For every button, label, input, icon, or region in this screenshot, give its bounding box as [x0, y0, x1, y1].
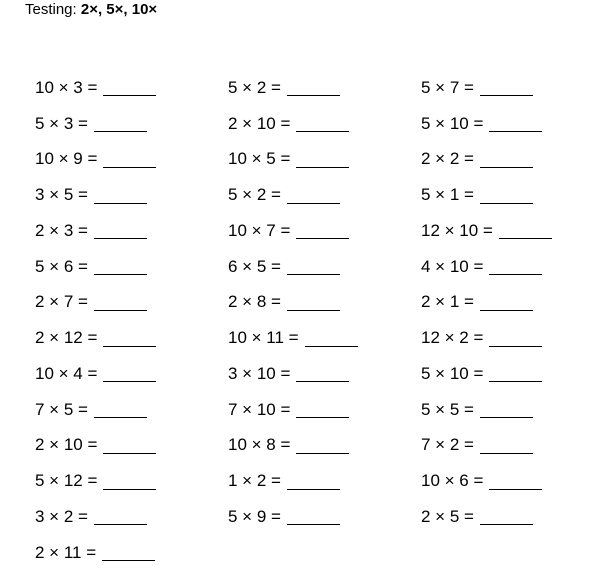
answer-blank[interactable]	[94, 296, 147, 311]
problem-row	[35, 428, 156, 464]
answer-blank[interactable]	[489, 117, 542, 132]
problem-row	[421, 106, 552, 142]
answer-blank[interactable]	[489, 260, 542, 275]
problem-text: 10 × 7 =	[228, 220, 291, 240]
problem-row	[228, 142, 358, 178]
answer-blank[interactable]	[94, 117, 147, 132]
answer-blank[interactable]	[287, 296, 340, 311]
problem-row	[228, 285, 358, 321]
problem-text: 3 × 2 =	[35, 506, 88, 526]
problem-text: 2 × 12 =	[35, 328, 98, 348]
problem-text: 2 × 5 =	[421, 506, 474, 526]
answer-blank[interactable]	[296, 117, 349, 132]
problem-row	[228, 392, 358, 428]
problem-text: 10 × 5 =	[228, 149, 291, 169]
problem-row	[421, 177, 552, 213]
answer-blank[interactable]	[296, 224, 349, 239]
problem-row	[421, 142, 552, 178]
problem-row	[228, 106, 358, 142]
problem-text: 5 × 2 =	[228, 185, 281, 205]
answer-blank[interactable]	[102, 546, 155, 561]
problem-text: 6 × 5 =	[228, 256, 281, 276]
answer-blank[interactable]	[103, 439, 156, 454]
answer-blank[interactable]	[499, 224, 552, 239]
answer-blank[interactable]	[480, 510, 533, 525]
problem-row	[421, 285, 552, 321]
problem-text: 10 × 11 =	[228, 328, 299, 348]
problem-text: 7 × 2 =	[421, 435, 474, 455]
problem-row	[421, 70, 552, 106]
problem-row	[421, 249, 552, 285]
problem-row	[421, 428, 552, 464]
answer-blank[interactable]	[489, 367, 542, 382]
problem-row	[228, 70, 358, 106]
problem-text: 2 × 2 =	[421, 149, 474, 169]
problem-row	[35, 285, 156, 321]
answer-blank[interactable]	[103, 153, 156, 168]
problem-row	[228, 463, 358, 499]
answer-blank[interactable]	[94, 189, 147, 204]
problem-text: 3 × 5 =	[35, 185, 88, 205]
answer-blank[interactable]	[480, 153, 533, 168]
problem-text: 5 × 10 =	[421, 113, 484, 133]
answer-blank[interactable]	[287, 81, 340, 96]
answer-blank[interactable]	[103, 81, 156, 96]
problem-text: 10 × 6 =	[421, 471, 484, 491]
answer-blank[interactable]	[296, 439, 349, 454]
problem-row	[228, 213, 358, 249]
answer-blank[interactable]	[305, 332, 358, 347]
problem-row	[421, 320, 552, 356]
problem-row	[35, 392, 156, 428]
problem-row	[228, 499, 358, 535]
problem-text: 10 × 9 =	[35, 149, 98, 169]
problem-text: 5 × 6 =	[35, 256, 88, 276]
problem-text: 2 × 11 =	[35, 542, 97, 562]
answer-blank[interactable]	[94, 403, 147, 418]
problem-text: 5 × 12 =	[35, 471, 98, 491]
problem-row	[35, 249, 156, 285]
answer-blank[interactable]	[480, 189, 533, 204]
answer-blank[interactable]	[287, 260, 340, 275]
problem-row	[228, 177, 358, 213]
problem-row	[421, 356, 552, 392]
answer-blank[interactable]	[296, 153, 349, 168]
problem-text: 5 × 5 =	[421, 399, 474, 419]
problem-row	[35, 106, 156, 142]
answer-blank[interactable]	[489, 475, 542, 490]
problem-text: 5 × 7 =	[421, 77, 474, 97]
answer-blank[interactable]	[480, 439, 533, 454]
answer-blank[interactable]	[103, 332, 156, 347]
problem-row	[35, 70, 156, 106]
problem-text: 3 × 10 =	[228, 363, 291, 383]
problem-column-3	[421, 70, 552, 535]
problem-text: 7 × 10 =	[228, 399, 291, 419]
problem-row	[35, 142, 156, 178]
problem-row	[228, 320, 358, 356]
problem-text: 5 × 1 =	[421, 185, 474, 205]
problem-text: 2 × 7 =	[35, 292, 88, 312]
answer-blank[interactable]	[480, 403, 533, 418]
problem-text: 5 × 10 =	[421, 363, 484, 383]
problem-row	[35, 535, 156, 571]
answer-blank[interactable]	[103, 475, 156, 490]
problem-text: 1 × 2 =	[228, 471, 281, 491]
problem-text: 10 × 3 =	[35, 77, 98, 97]
problem-text: 2 × 1 =	[421, 292, 474, 312]
problem-row	[35, 213, 156, 249]
problem-row	[228, 428, 358, 464]
answer-blank[interactable]	[296, 367, 349, 382]
answer-blank[interactable]	[94, 510, 147, 525]
problem-text: 5 × 2 =	[228, 77, 281, 97]
problem-row	[35, 177, 156, 213]
problem-text: 2 × 3 =	[35, 220, 88, 240]
problem-text: 10 × 4 =	[35, 363, 98, 383]
answer-blank[interactable]	[94, 260, 147, 275]
answer-blank[interactable]	[489, 332, 542, 347]
problem-row	[35, 356, 156, 392]
answer-blank[interactable]	[480, 296, 533, 311]
problem-column-2	[228, 70, 358, 535]
problem-text: 7 × 5 =	[35, 399, 88, 419]
problem-row	[421, 463, 552, 499]
problem-row	[421, 213, 552, 249]
answer-blank[interactable]	[296, 403, 349, 418]
problem-row	[228, 249, 358, 285]
answer-blank[interactable]	[480, 81, 533, 96]
problem-text: 10 × 8 =	[228, 435, 291, 455]
worksheet-header	[25, 1, 157, 19]
problem-row	[421, 392, 552, 428]
answer-blank[interactable]	[287, 475, 340, 490]
header-focus-tables: 2×, 5×, 10×	[80, 1, 158, 18]
problem-text: 12 × 10 =	[421, 220, 493, 240]
answer-blank[interactable]	[103, 367, 156, 382]
problem-column-1	[35, 70, 156, 571]
answer-blank[interactable]	[94, 224, 147, 239]
answer-blank[interactable]	[287, 510, 340, 525]
problem-text: 12 × 2 =	[421, 328, 484, 348]
problem-text: 2 × 10 =	[228, 113, 291, 133]
problem-text: 2 × 8 =	[228, 292, 281, 312]
problem-row	[421, 499, 552, 535]
problem-text: 2 × 10 =	[35, 435, 98, 455]
problem-text: 4 × 10 =	[421, 256, 484, 276]
problem-row	[228, 356, 358, 392]
problem-row	[35, 320, 156, 356]
answer-blank[interactable]	[287, 189, 340, 204]
problem-row	[35, 499, 156, 535]
header-label: Testing:	[25, 1, 81, 18]
problem-text: 5 × 3 =	[35, 113, 88, 133]
problem-row	[35, 463, 156, 499]
problem-text: 5 × 9 =	[228, 506, 281, 526]
